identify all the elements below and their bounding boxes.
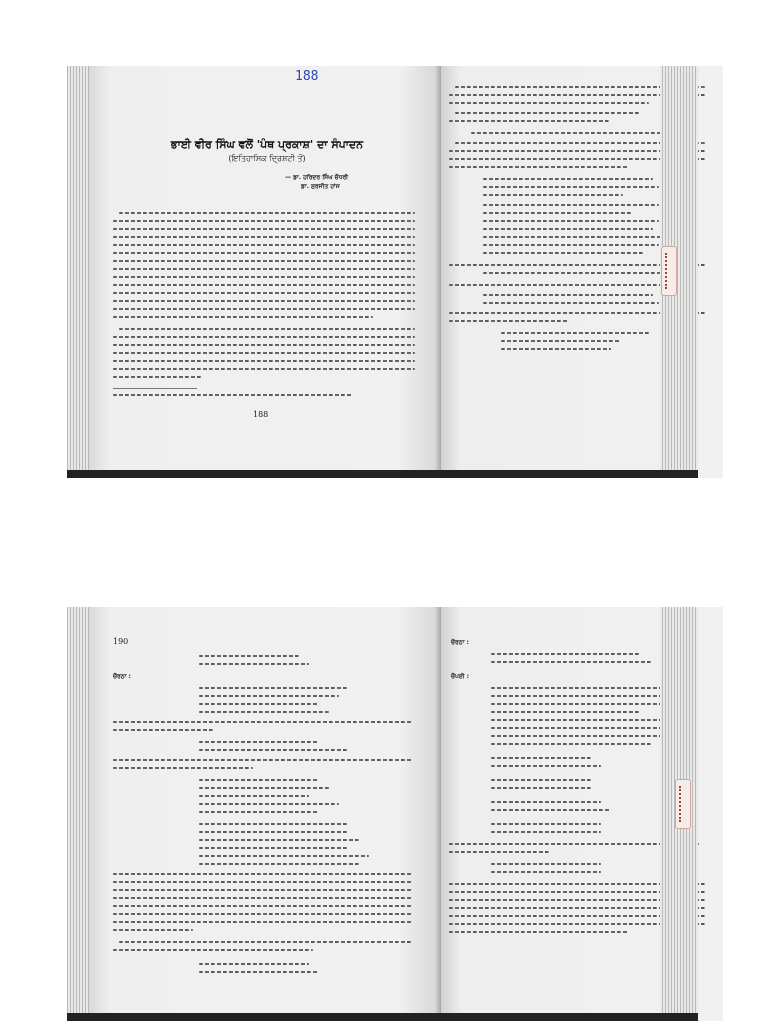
text-line <box>483 194 623 196</box>
bookmark-icon <box>675 779 691 829</box>
article-subtitle: (ਇਤਿਹਾਸਿਕ ਦ੍ਰਿਸ਼ਟੀ ਤੋਂ) <box>228 154 306 163</box>
handwritten-page-number: 188 <box>295 69 319 84</box>
text-line <box>113 949 313 951</box>
text-line <box>491 787 591 789</box>
text-line <box>483 302 659 304</box>
verse-label: ਚੌਰਠਾ : <box>451 639 469 646</box>
text-line <box>113 759 413 761</box>
verse-label: ਚੌਰਠਾ : <box>113 673 131 680</box>
text-line <box>113 300 415 302</box>
text-line <box>491 727 681 729</box>
text-line <box>491 743 651 745</box>
text-line <box>491 863 601 865</box>
text-line <box>449 102 649 104</box>
text-line <box>491 735 671 737</box>
text-line <box>113 220 415 222</box>
text-line <box>113 344 415 346</box>
text-line <box>113 316 373 318</box>
text-line <box>199 831 349 833</box>
text-line <box>491 661 651 663</box>
text-line <box>113 376 203 378</box>
text-line <box>199 703 319 705</box>
text-line <box>199 963 309 965</box>
text-line <box>483 212 633 214</box>
text-line <box>199 823 349 825</box>
page-190 <box>89 607 441 1021</box>
text-line <box>199 687 349 689</box>
text-line <box>199 971 319 973</box>
text-line <box>455 112 641 114</box>
text-line <box>113 236 415 238</box>
text-line <box>491 809 611 811</box>
text-line <box>491 871 601 873</box>
text-line <box>113 873 413 875</box>
text-line <box>113 889 413 891</box>
text-line <box>113 260 415 262</box>
text-line <box>199 847 349 849</box>
article-title: ਭਾਈ ਵੀਰ ਸਿੰਘ ਵਲੋਂ 'ਪੰਥ ਪ੍ਰਕਾਸ਼' ਦਾ ਸੰਪਾਦਨ <box>170 138 364 151</box>
text-line <box>199 787 329 789</box>
text-line <box>113 729 213 731</box>
text-line <box>491 779 591 781</box>
text-line <box>199 655 299 657</box>
text-line <box>491 653 641 655</box>
page-number: 190 <box>113 637 129 646</box>
text-line <box>113 268 415 270</box>
text-line <box>113 360 415 362</box>
author-line-1: — ਡਾ. ਹਰਿਦਰ ਸਿੰਘ ਚੌਧਰੀ <box>285 174 349 181</box>
text-line <box>491 711 641 713</box>
page-188 <box>89 66 441 478</box>
text-line <box>113 292 415 294</box>
text-line <box>483 244 659 246</box>
text-line <box>199 779 319 781</box>
text-line <box>113 881 413 883</box>
text-line <box>491 801 601 803</box>
text-line <box>119 212 415 214</box>
text-line <box>199 749 349 751</box>
text-line <box>119 328 415 330</box>
text-line <box>483 228 653 230</box>
verse-label: ਚੌਪਈ : <box>451 673 469 680</box>
text-line <box>449 166 629 168</box>
text-line <box>449 931 629 933</box>
page-edges-left <box>67 607 89 1021</box>
text-line <box>113 244 415 246</box>
text-line <box>501 348 611 350</box>
text-line <box>491 831 601 833</box>
text-line <box>113 252 415 254</box>
text-line <box>199 695 339 697</box>
bookmark-icon <box>661 246 677 296</box>
text-line <box>199 663 309 665</box>
text-line <box>501 340 621 342</box>
text-line <box>471 132 667 134</box>
text-line <box>491 719 671 721</box>
text-line <box>449 120 609 122</box>
text-line <box>483 186 659 188</box>
text-line <box>491 703 681 705</box>
text-line <box>113 767 253 769</box>
text-line <box>483 294 653 296</box>
text-line <box>113 897 413 899</box>
text-line <box>113 284 415 286</box>
text-line <box>449 320 569 322</box>
text-line <box>483 272 663 274</box>
text-line <box>113 336 415 338</box>
text-line <box>113 913 413 915</box>
text-line <box>483 220 659 222</box>
text-line <box>491 823 601 825</box>
text-line <box>501 332 651 334</box>
text-line <box>119 941 413 943</box>
text-line <box>199 811 319 813</box>
book-shadow <box>67 470 698 478</box>
text-line <box>113 368 415 370</box>
top-book-spread <box>67 66 698 478</box>
text-line <box>113 228 415 230</box>
text-line <box>483 178 653 180</box>
page-edges-left <box>67 66 89 478</box>
text-line <box>483 236 663 238</box>
text-line <box>199 855 369 857</box>
text-line <box>199 795 309 797</box>
text-line <box>199 741 319 743</box>
text-line <box>113 721 413 723</box>
text-line <box>491 757 591 759</box>
book-shadow <box>67 1013 698 1021</box>
footnote-rule <box>113 388 197 389</box>
text-line <box>113 905 413 907</box>
author-line-2: ਡਾ. ਸੁਰਜੀਤ ਹਾਂਸ <box>301 183 340 190</box>
text-line <box>199 711 329 713</box>
page-number: 188 <box>253 410 269 419</box>
text-line <box>199 803 339 805</box>
text-line <box>491 765 601 767</box>
text-line <box>483 204 659 206</box>
text-line <box>491 695 671 697</box>
text-line <box>483 252 643 254</box>
text-line <box>113 929 193 931</box>
text-line <box>199 863 359 865</box>
text-line <box>113 352 415 354</box>
text-line <box>113 308 415 310</box>
text-line <box>113 276 415 278</box>
text-line <box>199 839 359 841</box>
text-line <box>449 851 549 853</box>
text-line <box>491 687 681 689</box>
footnote <box>113 394 353 396</box>
bottom-book-spread <box>67 607 698 1021</box>
text-line <box>113 921 413 923</box>
text-line <box>449 284 679 286</box>
